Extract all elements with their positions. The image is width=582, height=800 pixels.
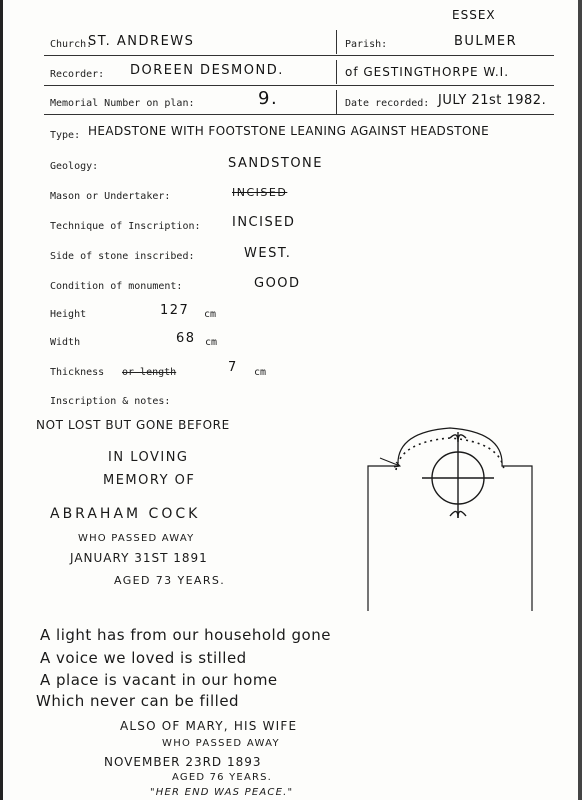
- form-rule: [44, 55, 554, 56]
- geology-value: SANDSTONE: [228, 156, 323, 171]
- inscription-also: ALSO OF MARY, HIS WIFE: [120, 719, 298, 733]
- inscription-label: Inscription & notes:: [50, 396, 171, 407]
- inscription-motto: NOT LOST BUT GONE BEFORE: [36, 418, 230, 432]
- height-label: Height: [50, 309, 87, 320]
- verse-line-3: A place is vacant in our home: [40, 671, 278, 689]
- inscription-name: ABRAHAM COCK: [50, 506, 201, 522]
- condition-label: Condition of monument:: [50, 281, 183, 292]
- thickness-value: 7: [228, 360, 238, 375]
- verse-line-1: A light has from our household gone: [40, 626, 331, 644]
- memorial-number-label: Memorial Number on plan:: [50, 98, 195, 109]
- verse-line-4: Which never can be filled: [36, 692, 240, 710]
- geology-label: Geology:: [50, 161, 99, 172]
- condition-value: GOOD: [254, 276, 301, 291]
- inscription-peace: "HER END WAS PEACE.": [150, 787, 294, 798]
- form-divider: [336, 60, 337, 84]
- verse-line-2: A voice we loved is stilled: [40, 649, 247, 667]
- height-unit: cm: [204, 309, 217, 320]
- inscription-line-2: MEMORY OF: [103, 473, 196, 488]
- form-divider: [336, 90, 337, 114]
- date-recorded-value: JULY 21st 1982.: [438, 93, 547, 108]
- date-recorded-label: Date recorded:: [345, 98, 430, 109]
- technique-value: INCISED: [232, 215, 296, 230]
- scan-edge-left: [0, 0, 3, 800]
- parish-value: BULMER: [454, 34, 518, 49]
- inscription-aged: AGED 73 YEARS.: [114, 574, 226, 587]
- inscription-line-4: WHO PASSED AWAY: [78, 533, 195, 544]
- recorder-value: DOREEN DESMOND.: [130, 63, 284, 78]
- side-label: Side of stone inscribed:: [50, 251, 195, 262]
- memorial-number-value: 9.: [258, 88, 279, 109]
- parish-label: Parish:: [345, 39, 388, 50]
- width-unit: cm: [205, 337, 218, 348]
- type-label: Type:: [50, 130, 81, 141]
- recorder-of-value: of GESTINGTHORPE W.I.: [345, 65, 510, 79]
- thickness-label: Thickness: [50, 367, 105, 378]
- inscription-also-line-2: WHO PASSED AWAY: [162, 738, 280, 749]
- technique-label: Technique of Inscription:: [50, 221, 201, 232]
- county-label: ESSEX: [452, 8, 496, 22]
- width-label: Width: [50, 337, 81, 348]
- width-value: 68: [176, 331, 196, 346]
- inscription-also-aged: AGED 76 YEARS.: [172, 772, 273, 783]
- side-value: WEST.: [244, 246, 292, 261]
- form-divider: [336, 30, 337, 54]
- form-rule: [44, 85, 554, 86]
- thickness-unit: cm: [254, 367, 267, 378]
- inscription-also-date: NOVEMBER 23RD 1893: [104, 755, 262, 769]
- form-rule: [44, 114, 554, 115]
- mason-value: INCISED: [232, 186, 288, 199]
- recorder-label: Recorder:: [50, 69, 105, 80]
- mason-label: Mason or Undertaker:: [50, 191, 171, 202]
- height-value: 127: [160, 303, 190, 318]
- thickness-struck-text: or length: [122, 367, 177, 378]
- inscription-date: JANUARY 31ST 1891: [70, 551, 208, 565]
- church-value: ST. ANDREWS: [88, 34, 195, 49]
- church-label: Church:: [50, 39, 93, 50]
- type-value: HEADSTONE WITH FOOTSTONE LEANING AGAINST HEADSTONE: [88, 124, 490, 138]
- headstone-sketch: [360, 418, 535, 613]
- scan-edge-right: [578, 0, 582, 800]
- inscription-line-1: IN LOVING: [108, 450, 189, 465]
